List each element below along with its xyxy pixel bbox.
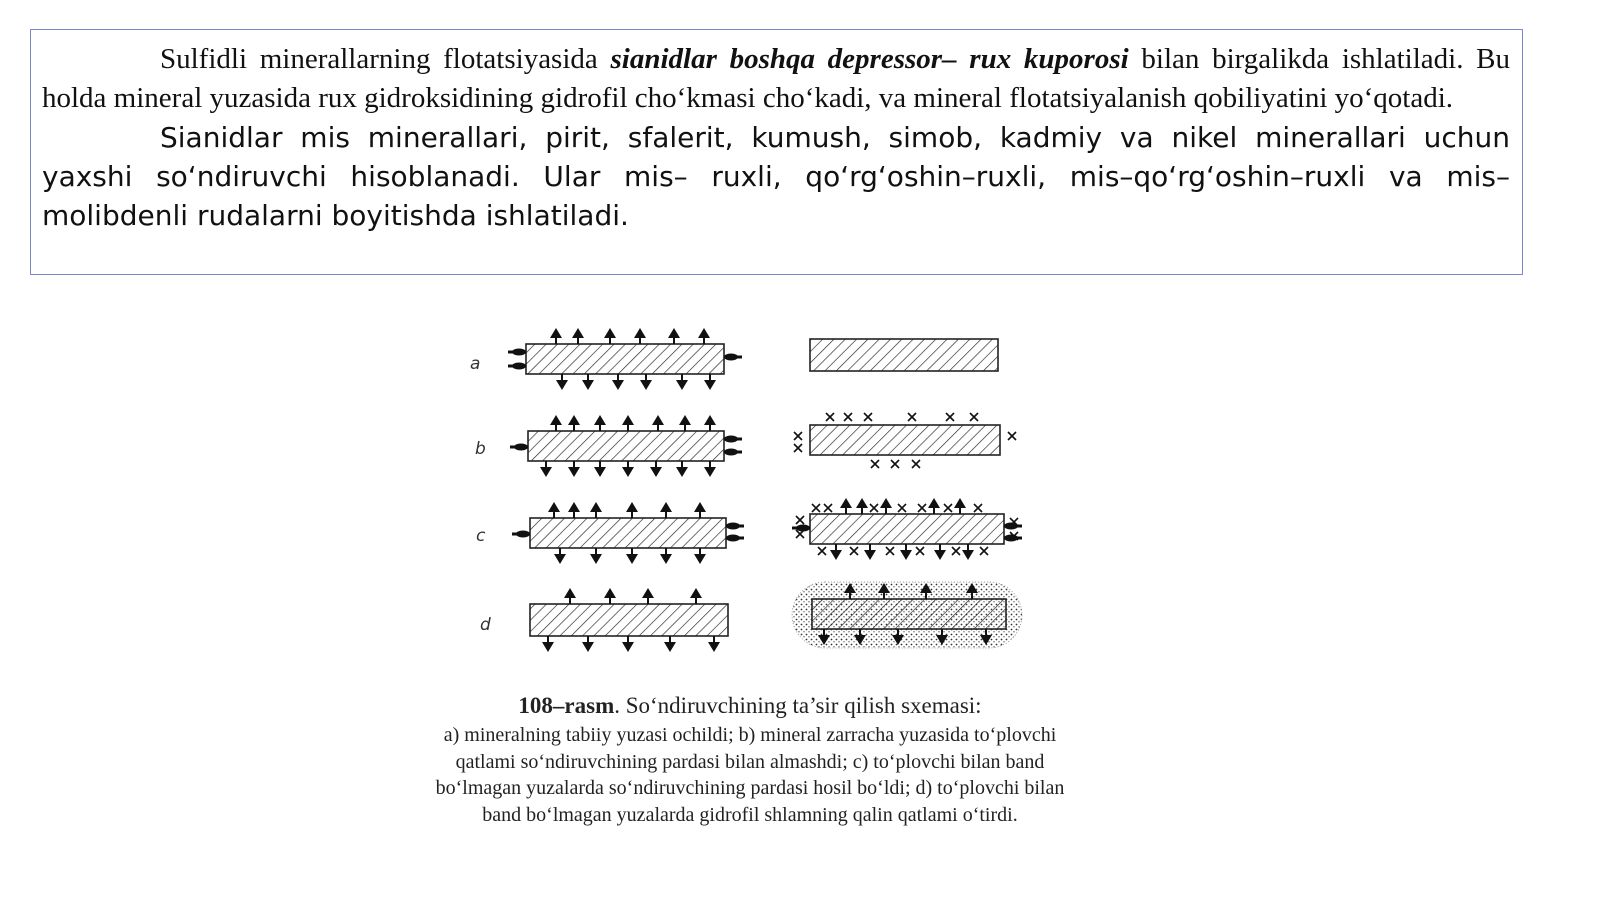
mineral-particle [528, 431, 724, 461]
collector-head [548, 502, 560, 512]
mineral-particle [530, 604, 728, 636]
depressant-mark [886, 547, 894, 555]
collector-head [634, 328, 646, 338]
caption-line-3: bo‘lmagan yuzalarda so‘ndiruvchining pardasi hosil bo‘ldi; d) to‘plovchi bilan [435, 777, 1065, 799]
depressant-mark [826, 413, 834, 421]
collector-head [668, 328, 680, 338]
collector-head [604, 328, 616, 338]
collector-head [708, 642, 720, 652]
collector-head [622, 642, 634, 652]
collector-head [650, 467, 662, 477]
collector-head [652, 415, 664, 425]
collector-head [540, 467, 552, 477]
collector-head [864, 550, 876, 560]
collector-head [724, 436, 738, 443]
depressant-mark [871, 460, 879, 468]
depressant-mark [844, 413, 852, 421]
collector-head [582, 642, 594, 652]
paragraph-2: Sianidlar mis minerallari, pirit, sfalerit, kumush, simob, kadmiy va nikel minerallari uchun yaxshi so‘ndiruvchi hisoblanadi. Ular mis– ruxli, qo‘rg‘oshin–ruxli, mis–qo‘rg‘oshin–ruxli va mis–molibdenli rudalarni boyitishda ishlatiladi. [42, 121, 1510, 232]
collector-head [934, 550, 946, 560]
depressant-mark [824, 504, 832, 512]
collector-head [622, 467, 634, 477]
collector-head [572, 328, 584, 338]
collector-head [514, 444, 528, 451]
row-label-d: d [480, 615, 491, 635]
collector-head [550, 328, 562, 338]
collector-head [676, 467, 688, 477]
collector-head [726, 523, 740, 530]
slimed-mineral-particle [812, 599, 1006, 629]
collector-head [590, 502, 602, 512]
collector-head [724, 449, 738, 456]
depressant-scheme-figure [470, 318, 1050, 668]
depressant-mark [818, 547, 826, 555]
depressant-mark [891, 460, 899, 468]
collector-head [542, 642, 554, 652]
row-label-b: b [475, 439, 486, 459]
depressant-mark [870, 504, 878, 512]
collector-head [594, 415, 606, 425]
paragraph-1-end: bilan birgalikda ishlatiladi. Bu holda mineral yuzasida rux gidroksidining gidrofil cho‘kmasi cho‘kadi, va mineral flotatsiyalanish qobiliyatini yo‘qotadi. [42, 43, 1511, 114]
depressant-mark [1008, 432, 1016, 440]
collector-head [660, 554, 672, 564]
collector-head [1004, 535, 1018, 542]
collector-head [840, 498, 852, 508]
collector-head [704, 380, 716, 390]
depressant-mark [850, 547, 858, 555]
collector-head [664, 642, 676, 652]
collector-head [564, 588, 576, 598]
depressant-mark [912, 460, 920, 468]
collector-head [694, 502, 706, 512]
collector-head [679, 415, 691, 425]
scheme-diagram [470, 318, 1050, 668]
depressant-mark [974, 504, 982, 512]
collector-head [594, 467, 606, 477]
collector-head [640, 380, 652, 390]
caption-line-4: band bo‘lmagan yuzalarda gidrofil shlamning qalin qatlami o‘tirdi. [482, 803, 1018, 826]
collector-head [622, 415, 634, 425]
row-label-a: a [470, 354, 481, 374]
caption-title: . So‘ndiruvchining ta’sir qilish sxemasi: [614, 693, 982, 718]
collector-head [556, 380, 568, 390]
depressant-mark [796, 516, 804, 524]
depressant-mark [944, 504, 952, 512]
depressant-mark [794, 444, 802, 452]
row-label-c: c [476, 526, 486, 546]
collector-head [954, 498, 966, 508]
collector-head [626, 554, 638, 564]
clean-mineral-particle [810, 339, 998, 371]
mineral-particle [526, 344, 724, 374]
collector-head [724, 354, 738, 361]
collector-head [550, 415, 562, 425]
paragraph-1-emphasis: sianidlar boshqa depressor– rux kuporosi [610, 43, 1129, 75]
collector-head [568, 415, 580, 425]
row-labels [470, 354, 491, 635]
collector-head [676, 380, 688, 390]
collector-head [642, 588, 654, 598]
depressant-mark [918, 504, 926, 512]
collector-head [704, 467, 716, 477]
collector-head [612, 380, 624, 390]
depressant-mark [864, 413, 872, 421]
collector-head [512, 363, 526, 370]
collector-head [516, 531, 530, 538]
collector-head [694, 554, 706, 564]
collector-head [900, 550, 912, 560]
depressed-mineral-particle [810, 425, 1000, 455]
paragraph-1-start: Sulfidli minerallarning flotatsiyasida [160, 43, 611, 75]
depressant-mark [898, 504, 906, 512]
collector-head [880, 498, 892, 508]
partly-depressed-particle [810, 514, 1004, 544]
caption-title-line [370, 690, 1130, 722]
collector-head [582, 380, 594, 390]
caption-line-1: a) mineralning tabiiy yuzasi ochildi; b) mineral zarracha yuzasida to‘plovchi [443, 724, 1057, 746]
collector-head [698, 328, 710, 338]
depressant-mark [952, 547, 960, 555]
scheme-drawing [508, 328, 1022, 652]
collector-head [660, 502, 672, 512]
text-box [30, 29, 1523, 275]
caption-number: 108–rasm [518, 693, 615, 718]
collector-head [962, 550, 974, 560]
depressant-mark [946, 413, 954, 421]
collector-head [856, 498, 868, 508]
depressant-mark [970, 413, 978, 421]
collector-head [512, 349, 526, 356]
collector-head [568, 502, 580, 512]
collector-head [604, 588, 616, 598]
depressant-mark [916, 547, 924, 555]
collector-head [796, 525, 810, 532]
mineral-particle [530, 518, 726, 548]
paragraph-1 [42, 40, 1510, 118]
collector-head [928, 498, 940, 508]
collector-head [568, 467, 580, 477]
collector-head [554, 554, 566, 564]
depressant-mark [980, 547, 988, 555]
collector-head [704, 415, 716, 425]
collector-head [590, 554, 602, 564]
collector-head [1004, 523, 1018, 530]
collector-head [726, 535, 740, 542]
depressant-mark [908, 413, 916, 421]
collector-head [690, 588, 702, 598]
collector-head [830, 550, 842, 560]
figure-caption [370, 690, 1130, 828]
collector-head [626, 502, 638, 512]
depressant-mark [812, 504, 820, 512]
caption-line-2: qatlami so‘ndiruvchining pardasi bilan almashdi; c) to‘plovchi bilan band [455, 750, 1045, 773]
depressant-mark [794, 432, 802, 440]
